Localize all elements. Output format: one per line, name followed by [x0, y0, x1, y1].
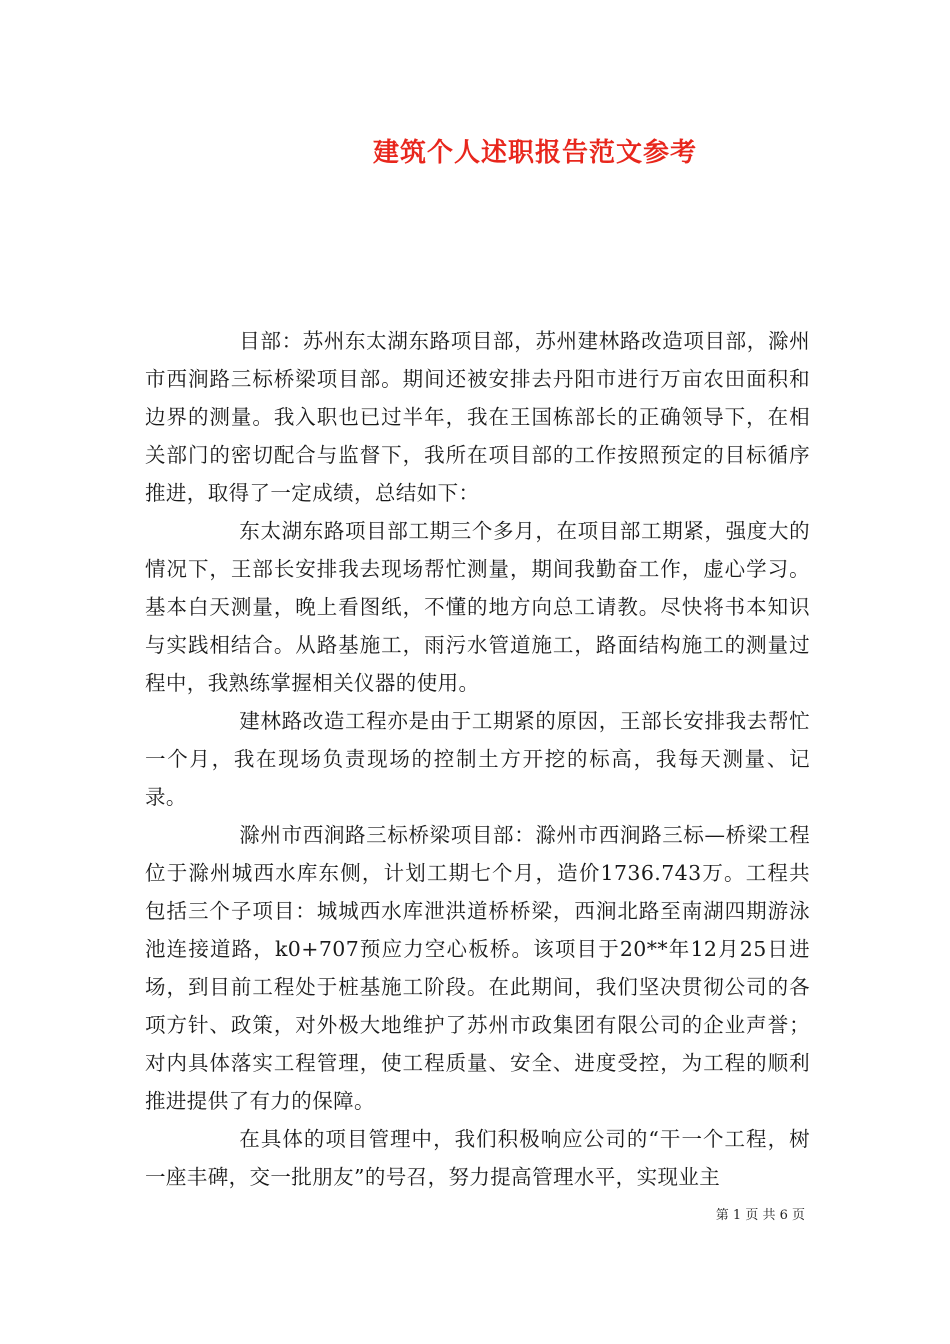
page-number-footer: 第 1 页 共 6 页: [715, 1208, 805, 1223]
paragraph-3: 建林路改造工程亦是由于工期紧的原因，王部长安排我去帮忙一个月，我在现场负责现场的控制土方开挖的标高，我每天测量、记录。: [145, 709, 810, 809]
paragraph-4: 滁州市西涧路三标桥梁项目部：滁州市西涧路三标—桥梁工程位于滁州城西水库东侧，计划工期七个月，造价1736.743万。工程共包括三个子项目：城城西水库泄洪道桥桥梁，西涧北路至南湖四期游泳池连接道路，k0+707预应力空心板桥。该项目于20**年12月25日进场，到目前工程处于桩基施工阶段。在此期间，我们坚决贯彻公司的各项方针、政策，对外极大地维护了苏州市政集团有限公司的企业声誉；对内具体落实工程管理，使工程质量、安全、进度受控，为工程的顺利推进提供了有力的保障。: [145, 823, 810, 1113]
paragraph-2: 东太湖东路项目部工期三个多月，在项目部工期紧，强度大的情况下，王部长安排我去现场帮忙测量，期间我勤奋工作，虚心学习。基本白天测量，晚上看图纸，不懂的地方向总工请教。尽快将书本知识与实践相结合。从路基施工，雨污水管道施工，路面结构施工的测量过程中，我熟练掌握相关仪器的使用。: [145, 519, 810, 695]
paragraph-1: 目部：苏州东太湖东路项目部，苏州建林路改造项目部，滁州市西涧路三标桥梁项目部。期间还被安排去丹阳市进行万亩农田面积和边界的测量。我入职也已过半年，我在王国栋部长的正确领导下，在相关部门的密切配合与监督下，我所在项目部的工作按照预定的目标循序推进，取得了一定成绩，总结如下：: [145, 329, 810, 505]
document-body: [145, 322, 810, 1196]
paragraph-5: 在具体的项目管理中，我们积极响应公司的“干一个工程，树一座丰碑，交一批朋友”的号召，努力提高管理水平，实现业主: [145, 1127, 810, 1189]
document-title: 建筑个人述职报告范文参考: [372, 138, 697, 168]
